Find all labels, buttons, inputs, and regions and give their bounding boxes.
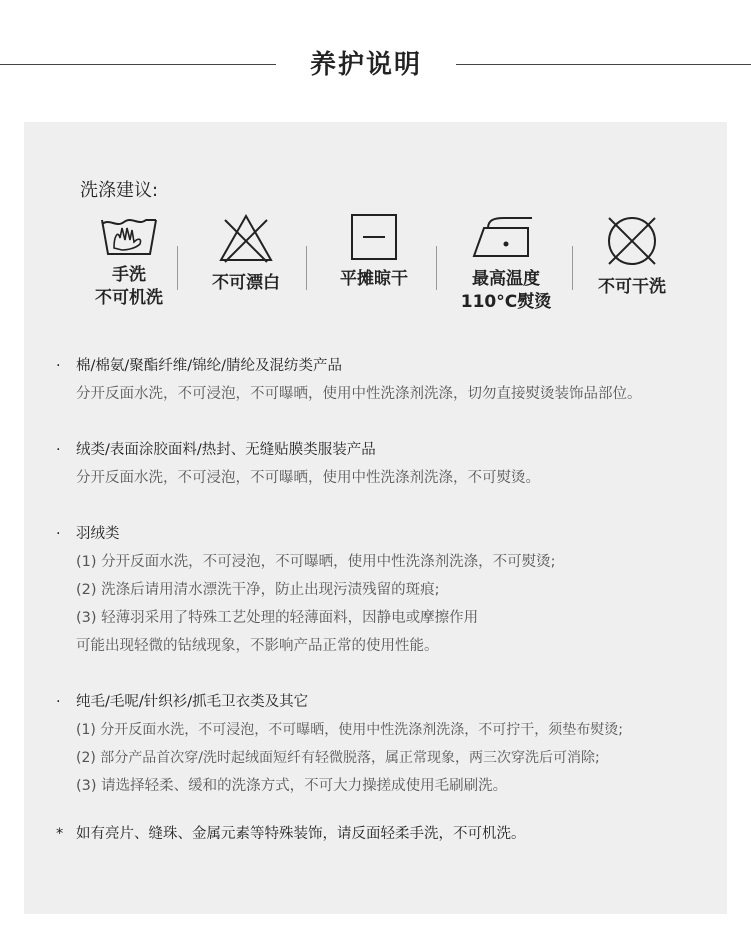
- section-title: [56, 436, 736, 464]
- header-right-rule: [456, 64, 751, 65]
- section-line: 分开反面水洗，不可浸泡，不可曝晒，使用中性洗涤剂洗涤，不可熨烫。: [76, 470, 540, 486]
- section-title: [56, 352, 736, 380]
- bullet: ·: [56, 442, 61, 458]
- care-sections: [56, 352, 736, 848]
- section-line: 可能出现轻微的钻绒现象，不影响产品正常的使用性能。: [76, 638, 439, 654]
- hand-wash-label-line2: 不可机洗: [95, 288, 163, 308]
- section-line: (2) 洗涤后请用清水漂洗干净，防止出现污渍残留的斑痕;: [76, 582, 440, 598]
- dry-flat-label: 平摊晾干: [340, 269, 408, 289]
- header: [0, 40, 751, 88]
- note-text: 如有亮片、缝珠、金属元素等特殊装饰，请反面轻柔手洗，不可机洗。: [76, 826, 526, 842]
- section-wool: [56, 688, 736, 800]
- section-line: 分开反面水洗，不可浸泡，不可曝晒，使用中性洗涤剂洗涤，切勿直接熨烫装饰品部位。: [76, 386, 642, 402]
- section-velvet: [56, 436, 736, 492]
- no-bleach-icon: [217, 212, 275, 266]
- bullet: ·: [56, 358, 61, 374]
- care-item-iron: [450, 212, 562, 314]
- page-title: 养护说明: [309, 50, 422, 80]
- icon-divider: [572, 246, 573, 290]
- care-icon-row: [24, 212, 727, 332]
- section-line: (3) 请选择轻柔、缓和的洗涤方式，不可大力操搓成使用毛刷刷洗。: [76, 778, 508, 794]
- iron-label-line1: 最高温度: [472, 269, 540, 289]
- section-title-text: 纯毛/毛呢/针织衫/抓毛卫衣类及其它: [76, 694, 309, 710]
- hand-wash-icon: [98, 212, 160, 258]
- section-line: (3) 轻薄羽采用了特殊工艺处理的轻薄面料，因静电或摩擦作用: [76, 610, 479, 626]
- section-cotton: [56, 352, 736, 408]
- wash-advice-title: 洗涤建议:: [80, 180, 159, 201]
- dry-flat-icon: [349, 212, 399, 262]
- bullet: ·: [56, 694, 61, 710]
- bullet: ·: [56, 526, 61, 542]
- section-title-text: 羽绒类: [76, 526, 120, 542]
- section-title-text: 棉/棉氨/聚酯纤维/锦纶/腈纶及混纺类产品: [76, 358, 343, 374]
- special-decoration-note: [56, 820, 736, 848]
- care-item-no-dry-clean: [582, 212, 682, 299]
- section-line: (1) 分开反面水洗，不可浸泡，不可曝晒，使用中性洗涤剂洗涤，不可熨烫;: [76, 554, 556, 570]
- no-dry-clean-icon: [603, 212, 661, 270]
- iron-icon: [470, 212, 542, 262]
- care-item-no-bleach: [196, 212, 296, 295]
- icon-divider: [177, 246, 178, 290]
- section-line: (2) 部分产品首次穿/洗时起绒面短纤有轻微脱落，属正常现象，两三次穿洗后可消除;: [76, 750, 600, 766]
- iron-label-line2: 110°C熨烫: [460, 292, 552, 312]
- hand-wash-label: [74, 264, 184, 310]
- section-title-text: 绒类/表面涂胶面料/热封、无缝贴膜类服装产品: [76, 442, 376, 458]
- section-title: [56, 688, 736, 716]
- icon-divider: [436, 246, 437, 290]
- care-item-hand-wash: [74, 212, 184, 310]
- no-bleach-label: 不可漂白: [212, 273, 280, 293]
- hand-wash-label-line1: 手洗: [112, 265, 146, 285]
- iron-label: [450, 268, 562, 314]
- care-panel: [24, 122, 727, 914]
- section-title: [56, 520, 736, 548]
- icon-divider: [306, 246, 307, 290]
- section-line: (1) 分开反面水洗，不可浸泡，不可曝晒，使用中性洗涤剂洗涤，不可拧干，须垫布熨烫;: [76, 722, 623, 738]
- care-item-dry-flat: [322, 212, 426, 291]
- header-left-rule: [0, 64, 276, 65]
- section-down: [56, 520, 736, 660]
- no-dry-clean-label: 不可干洗: [598, 277, 666, 297]
- note-star: *: [56, 826, 64, 842]
